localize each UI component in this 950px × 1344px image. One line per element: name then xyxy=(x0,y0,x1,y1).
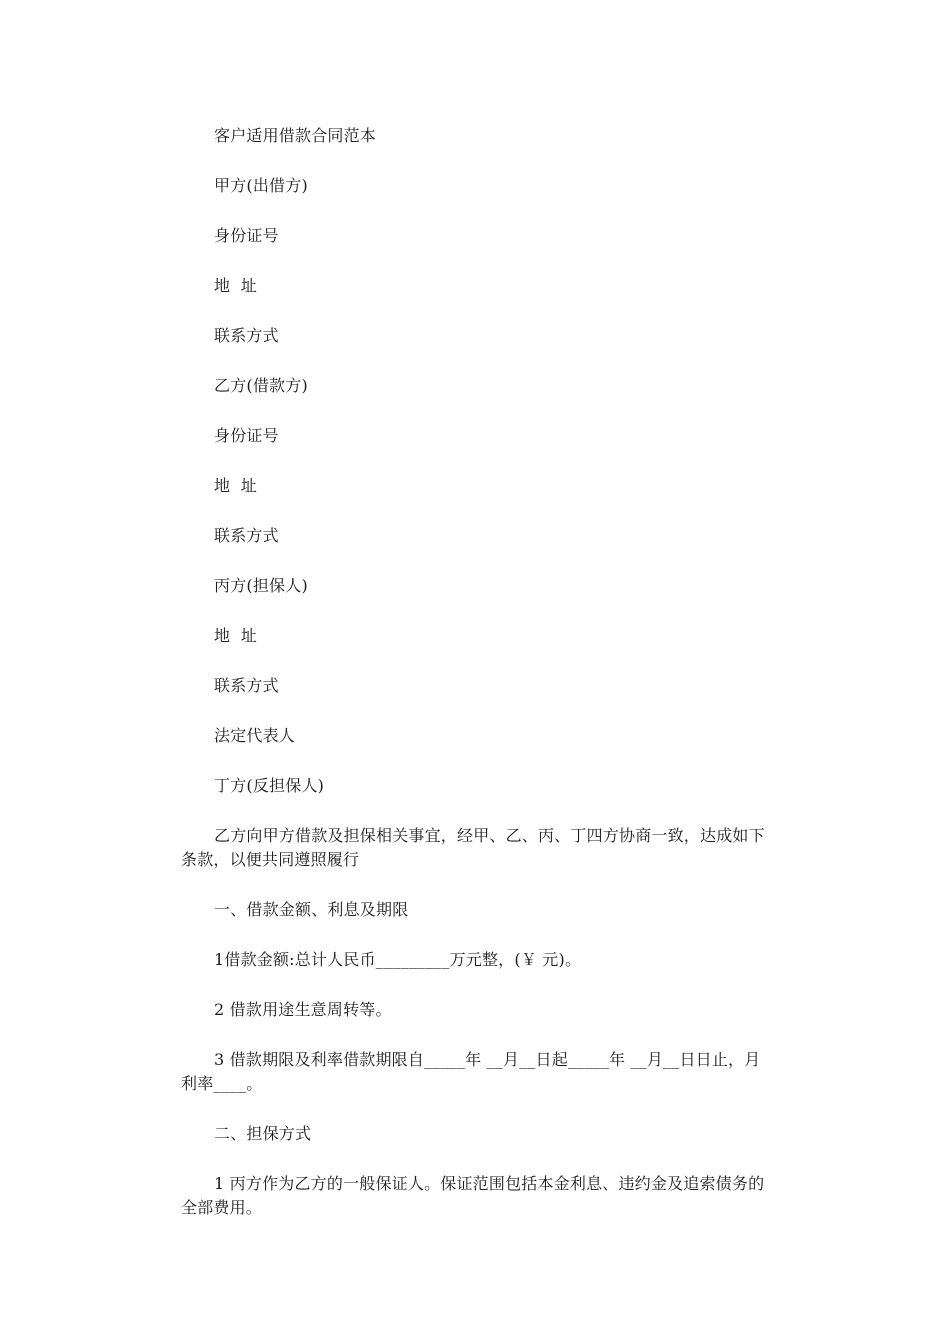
party-b-contact-label: 联系方式 xyxy=(214,526,279,545)
section1-item2-loan-purpose: 2 借款用途生意周转等。 xyxy=(214,1000,392,1019)
party-b-id-label: 身份证号 xyxy=(214,426,279,445)
party-a-id-label: 身份证号 xyxy=(214,226,279,245)
section1-item3-loan-term: 3 借款期限及利率借款期限自_____年 __月__日起_____年 __月__日日止，月利率____。 xyxy=(181,1050,761,1093)
party-c-label: 丙方(担保人) xyxy=(214,576,308,595)
party-b-label: 乙方(借款方) xyxy=(214,376,308,395)
party-c-contact-label: 联系方式 xyxy=(214,676,279,695)
party-b-address-label: 地 址 xyxy=(214,476,257,495)
section2-heading: 二、担保方式 xyxy=(214,1124,312,1143)
document-title: 客户适用借款合同范本 xyxy=(214,126,377,145)
party-a-label: 甲方(出借方) xyxy=(214,176,308,195)
party-a-address-label: 地 址 xyxy=(214,276,257,295)
contract-body xyxy=(181,124,776,1246)
party-c-legal-rep-label: 法定代表人 xyxy=(214,726,296,745)
party-c-address-label: 地 址 xyxy=(214,626,257,645)
preamble-paragraph: 乙方向甲方借款及担保相关事宜，经甲、乙、丙、丁四方协商一致，达成如下条款，以便共同遵照履行 xyxy=(181,826,765,869)
party-a-contact-label: 联系方式 xyxy=(214,326,279,345)
section1-item1-loan-amount: 1借款金额:总计人民币_________万元整，(￥ 元)。 xyxy=(214,950,582,969)
section2-item1-guarantor: 1 丙方作为乙方的一般保证人。保证范围包括本金利息、违约金及追索债务的全部费用。 xyxy=(181,1174,765,1217)
party-d-label: 丁方(反担保人) xyxy=(214,776,325,795)
section1-heading: 一、借款金额、利息及期限 xyxy=(214,900,409,919)
